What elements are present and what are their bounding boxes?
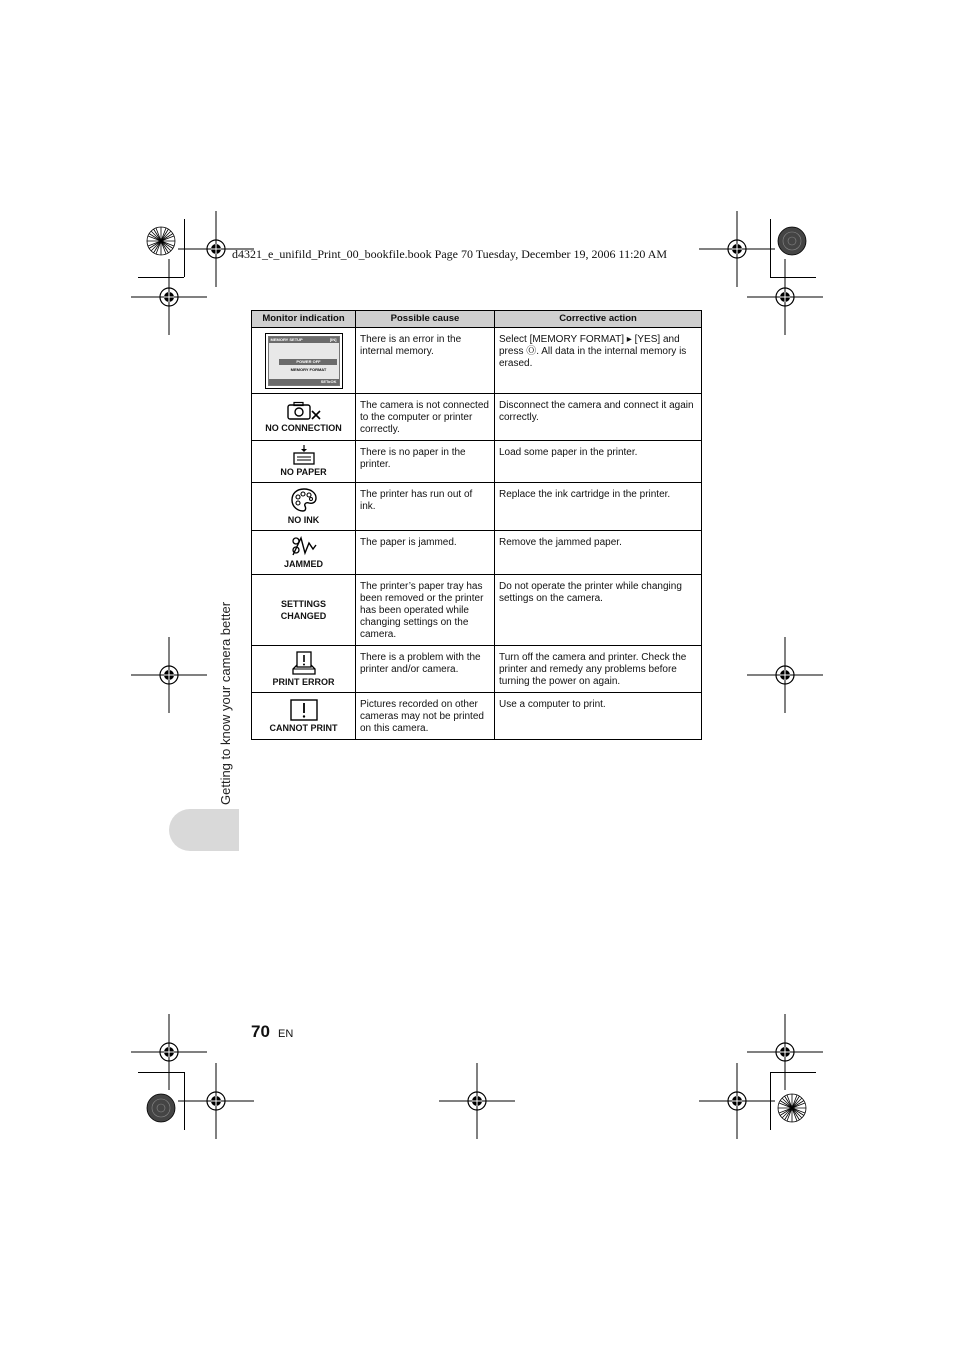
ink-palette-icon bbox=[290, 487, 318, 513]
monitor-indication-cell bbox=[252, 575, 356, 646]
exclamation-box-icon bbox=[290, 699, 318, 721]
error-table bbox=[251, 310, 702, 740]
col-possible-cause: Possible cause bbox=[356, 311, 495, 328]
corrective-action-cell: Select [MEMORY FORMAT] ▸ [YES] and press Ⓞ. All data in the internal memory is erased. bbox=[495, 328, 702, 394]
corrective-action-cell: Use a computer to print. bbox=[495, 693, 702, 740]
corrective-action-cell: Do not operate the printer while changing settings on the camera. bbox=[495, 575, 702, 646]
monitor-label: NO INK bbox=[287, 515, 320, 525]
lcd-lang: [IN] bbox=[329, 336, 337, 342]
page-number: 70 bbox=[251, 1022, 270, 1041]
chapter-tab bbox=[169, 809, 239, 851]
monitor-label: NO CONNECTION bbox=[265, 422, 342, 433]
monitor-indication-cell bbox=[252, 483, 356, 531]
monitor-indication-cell bbox=[252, 646, 356, 693]
printer-exclamation-icon bbox=[292, 651, 316, 675]
monitor-indication-cell bbox=[252, 328, 356, 394]
paper-tray-icon bbox=[292, 445, 316, 465]
lcd-footer: SET▸OK bbox=[269, 379, 339, 385]
col-corrective-action: Corrective action bbox=[495, 311, 702, 328]
lcd-memory-setup-icon bbox=[265, 333, 343, 389]
lcd-item-power-off: POWER OFF bbox=[279, 359, 337, 365]
page-language: EN bbox=[278, 1028, 294, 1040]
table-row bbox=[252, 693, 702, 740]
corrective-action-cell: Turn off the camera and printer. Check the printer and remedy any problems before turning the power on again. bbox=[495, 646, 702, 693]
monitor-label: NO PAPER bbox=[280, 467, 327, 477]
possible-cause-cell: There is no paper in the printer. bbox=[356, 441, 495, 483]
table-row bbox=[252, 483, 702, 531]
table-header-row bbox=[252, 311, 702, 328]
table-row bbox=[252, 575, 702, 646]
monitor-label: SETTINGS CHANGED bbox=[280, 599, 327, 621]
possible-cause-cell: There is an error in the internal memory. bbox=[356, 328, 495, 394]
possible-cause-cell: The printer’s paper tray has been removed or the printer has been operated while changing settings on the camera. bbox=[356, 575, 495, 646]
corrective-action-cell: Disconnect the camera and connect it again correctly. bbox=[495, 394, 702, 441]
print-header: d4321_e_unifild_Print_00_bookfile.book Page 70 Tuesday, December 19, 2006 11:20 AM bbox=[232, 247, 668, 261]
possible-cause-cell: Pictures recorded on other cameras may not be printed on this camera. bbox=[356, 693, 495, 740]
paper-jam-icon bbox=[291, 535, 317, 557]
monitor-label: PRINT ERROR bbox=[272, 676, 335, 687]
monitor-indication-cell bbox=[252, 394, 356, 441]
monitor-indication-cell bbox=[252, 441, 356, 483]
monitor-label: JAMMED bbox=[283, 559, 323, 569]
camera-x-icon bbox=[286, 401, 322, 421]
possible-cause-cell: The camera is not connected to the computer or printer correctly. bbox=[356, 394, 495, 441]
monitor-indication-cell bbox=[252, 693, 356, 740]
table-row bbox=[252, 394, 702, 441]
table-row bbox=[252, 531, 702, 575]
chapter-side-label: Getting to know your camera better bbox=[218, 601, 233, 805]
corrective-action-cell: Load some paper in the printer. bbox=[495, 441, 702, 483]
possible-cause-cell: There is a problem with the printer and/or camera. bbox=[356, 646, 495, 693]
monitor-label: CANNOT PRINT bbox=[269, 722, 338, 733]
table-row bbox=[252, 328, 702, 394]
corrective-action-cell: Remove the jammed paper. bbox=[495, 531, 702, 575]
possible-cause-cell: The paper is jammed. bbox=[356, 531, 495, 575]
table-row bbox=[252, 441, 702, 483]
table-row bbox=[252, 646, 702, 693]
lcd-title: MEMORY SETUP bbox=[270, 336, 303, 342]
lcd-item-memory-format: MEMORY FORMAT bbox=[290, 366, 327, 372]
monitor-indication-cell bbox=[252, 531, 356, 575]
col-monitor-indication: Monitor indication bbox=[252, 311, 356, 328]
corrective-action-cell: Replace the ink cartridge in the printer. bbox=[495, 483, 702, 531]
possible-cause-cell: The printer has run out of ink. bbox=[356, 483, 495, 531]
